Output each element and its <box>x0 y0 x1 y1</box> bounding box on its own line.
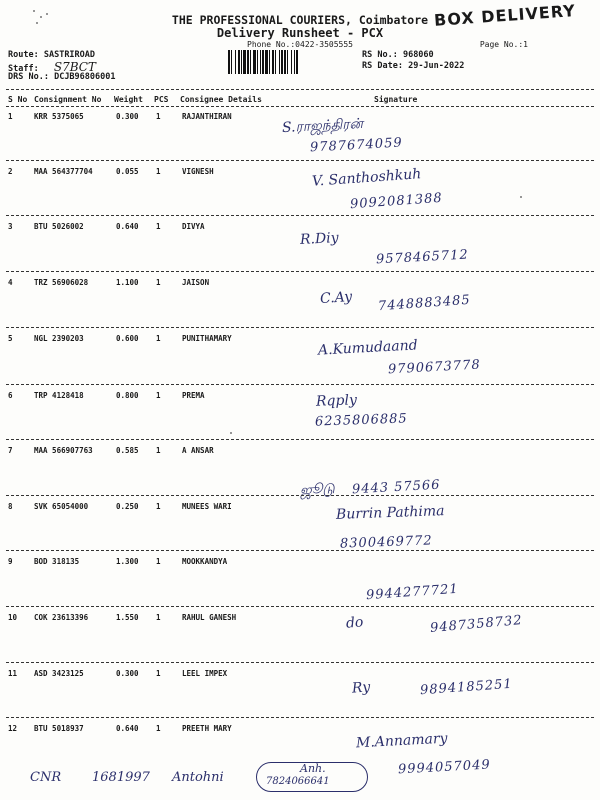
weight-value: 1.300 <box>116 557 139 566</box>
serial-number: 3 <box>8 222 13 231</box>
consignment-number: COK 23613396 <box>34 613 89 622</box>
weight-value: 1.550 <box>116 613 139 622</box>
consignment-number: TRP 4128418 <box>34 391 84 400</box>
row-divider <box>6 160 594 161</box>
serial-number: 5 <box>8 334 13 343</box>
pieces-count: 1 <box>156 222 161 231</box>
drs-label: DRS No.: <box>8 72 49 82</box>
consignee-name: VIGNESH <box>182 167 214 176</box>
serial-number: 1 <box>8 112 13 121</box>
weight-value: 0.300 <box>116 669 139 678</box>
consignment-number: BOD 318135 <box>34 557 80 566</box>
column-header-sno: S No <box>8 95 28 104</box>
serial-number: 7 <box>8 446 13 455</box>
pieces-count: 1 <box>156 613 161 622</box>
weight-value: 0.800 <box>116 391 139 400</box>
consignee-name: RAHUL GANESH <box>182 613 237 622</box>
consignment-number: KRR 5375065 <box>34 112 84 121</box>
serial-number: 6 <box>8 391 13 400</box>
serial-number: 2 <box>8 167 13 176</box>
drs-field <box>8 72 116 82</box>
route-label: Route: <box>8 50 39 60</box>
consignment-number: SVK 65054000 <box>34 502 89 511</box>
signature-handwriting: do <box>345 614 365 632</box>
serial-number: 12 <box>8 724 18 733</box>
column-header-weight: Weight <box>114 95 143 104</box>
signature-phone-number: 9092081388 <box>349 190 444 213</box>
consignee-name: A ANSAR <box>182 446 214 455</box>
row-divider <box>6 327 594 328</box>
signature-phone-number: 9994057049 <box>397 757 492 778</box>
pieces-count: 1 <box>156 278 161 287</box>
signature-handwriting: Burrin Pathima <box>335 503 445 523</box>
signature-handwriting: A.Kumudaand <box>317 337 419 359</box>
column-header-pcs: PCS <box>154 95 169 104</box>
route-value: SASTRIROAD <box>43 50 96 60</box>
signature-handwriting: Ry <box>351 679 371 697</box>
rs-number-label: RS No.: <box>362 50 398 60</box>
signature-phone-number: 9487358732 <box>429 612 524 637</box>
consignee-name: MUNEES WARI <box>182 502 232 511</box>
column-header-consignment: Consignment No <box>34 95 102 104</box>
company-phone: Phone No.:0422-3505555 <box>247 40 353 49</box>
company-title: THE PROFESSIONAL COURIERS, Coimbatore <box>171 13 429 27</box>
footer-name: Antohni <box>172 770 224 785</box>
signature-phone-number: 7448883485 <box>377 292 472 315</box>
pieces-count: 1 <box>156 502 161 511</box>
signature-phone-number: 9787674059 <box>309 135 404 156</box>
consignment-number: MAA 564377704 <box>34 167 93 176</box>
pieces-count: 1 <box>156 334 161 343</box>
consignment-number: NGL 2390203 <box>34 334 84 343</box>
weight-value: 0.585 <box>116 446 139 455</box>
weight-value: 0.250 <box>116 502 139 511</box>
signature-phone-number: 6235806885 <box>314 411 408 430</box>
signature-handwriting: M.Annamary <box>355 730 448 752</box>
pieces-count: 1 <box>156 112 161 121</box>
paper-speck <box>520 196 522 198</box>
row-divider <box>6 215 594 216</box>
pieces-count: 1 <box>156 391 161 400</box>
serial-number: 11 <box>8 669 18 678</box>
column-header-signature: Signature <box>374 95 418 104</box>
column-header-divider <box>6 106 594 107</box>
weight-value: 0.640 <box>116 222 139 231</box>
signature-handwriting: V. Santhoshkuh <box>311 166 422 190</box>
rs-date-label: RS Date: <box>362 61 403 71</box>
pieces-count: 1 <box>156 446 161 455</box>
barcode-bar <box>296 50 298 74</box>
serial-number: 8 <box>8 502 13 511</box>
paper-speck <box>230 432 232 434</box>
signature-phone-number: 9443 57566 <box>351 477 441 498</box>
consignment-number: MAA 566907763 <box>34 446 93 455</box>
pieces-count: 1 <box>156 557 161 566</box>
route-field <box>8 50 95 60</box>
rs-number-field <box>362 50 434 60</box>
row-divider <box>6 384 594 385</box>
column-header-consignee: Consignee Details <box>180 95 262 104</box>
pieces-count: 1 <box>156 669 161 678</box>
consignee-name: LEEL IMPEX <box>182 669 228 678</box>
page-number: Page No.:1 <box>479 40 528 49</box>
rs-date-field <box>362 61 464 71</box>
signature-handwriting: Rqply <box>315 392 358 410</box>
weight-value: 1.100 <box>116 278 139 287</box>
drs-value: DCJB96806001 <box>54 72 116 82</box>
serial-number: 9 <box>8 557 13 566</box>
weight-value: 0.640 <box>116 724 139 733</box>
footer-cnr-number: 1681997 <box>92 770 150 785</box>
consignment-number: BTU 5026002 <box>34 222 84 231</box>
consignee-name: DIVYA <box>182 222 205 231</box>
pieces-count: 1 <box>156 724 161 733</box>
weight-value: 0.300 <box>116 112 139 121</box>
consignee-name: MOOKKANDYA <box>182 557 228 566</box>
document-title: Delivery Runsheet - PCX <box>216 26 384 40</box>
row-divider <box>6 550 594 551</box>
paper-speck <box>33 10 35 12</box>
box-delivery-stamp: BOX DELIVERY <box>433 1 577 30</box>
footer-cnr-label: CNR <box>30 770 62 785</box>
barcode <box>228 50 348 74</box>
signature-phone-number: 9894185251 <box>419 676 514 699</box>
footer-paren-phone: 7824066641 <box>266 776 330 787</box>
consignee-name: JAISON <box>182 278 210 287</box>
rs-number-value: 968060 <box>402 50 434 60</box>
consignment-number: TRZ 56906028 <box>34 278 89 287</box>
staff-label: Staff: <box>8 64 39 74</box>
row-divider <box>6 717 594 718</box>
signature-handwriting: R.Diy <box>299 230 340 248</box>
row-divider <box>6 271 594 272</box>
rs-date-value: 29-Jun-2022 <box>408 61 465 71</box>
row-divider <box>6 662 594 663</box>
consignment-number: ASD 3423125 <box>34 669 84 678</box>
signature-handwriting: C.Ay <box>319 288 353 308</box>
footer-paren-signature: Anh. <box>300 762 326 775</box>
consignee-name: PREETH MARY <box>182 724 232 733</box>
weight-value: 0.600 <box>116 334 139 343</box>
weight-value: 0.055 <box>116 167 139 176</box>
pieces-count: 1 <box>156 167 161 176</box>
row-divider <box>6 495 594 496</box>
signature-handwriting: ஜூடு <box>299 481 336 499</box>
header-divider <box>6 89 594 90</box>
serial-number: 10 <box>8 613 18 622</box>
staff-handwritten: S7BCT <box>53 60 96 74</box>
consignee-name: RAJANTHIRAN <box>182 112 232 121</box>
consignee-name: PREMA <box>182 391 205 400</box>
row-divider <box>6 606 594 607</box>
signature-handwriting: S.ராஜந்திரன் <box>281 115 364 137</box>
row-divider <box>6 439 594 440</box>
signature-phone-number: 9578465712 <box>375 247 470 268</box>
signature-phone-number: 8300469772 <box>339 533 433 552</box>
signature-phone-number: 9944277721 <box>365 581 460 604</box>
signature-phone-number: 9790673778 <box>387 357 482 378</box>
serial-number: 4 <box>8 278 13 287</box>
consignee-name: PUNITHAMARY <box>182 334 232 343</box>
consignment-number: BTU 5018937 <box>34 724 84 733</box>
